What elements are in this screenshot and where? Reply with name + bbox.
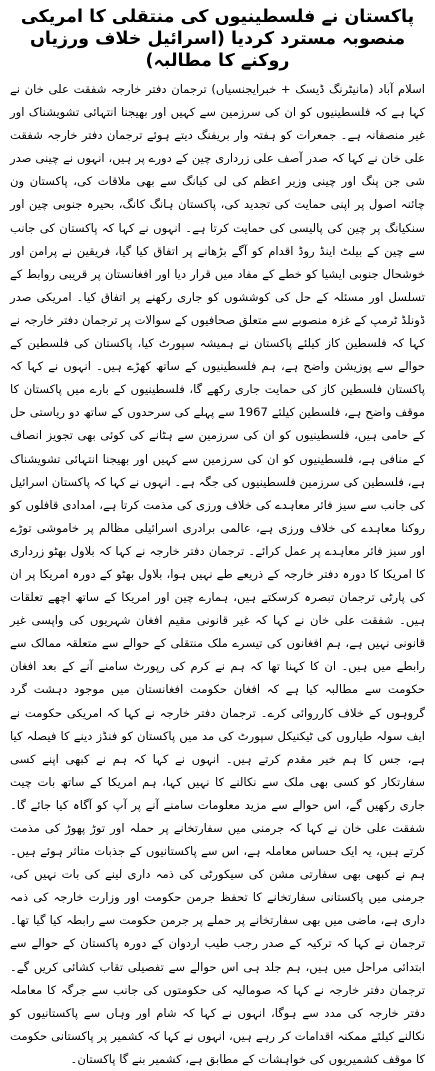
article-headline: پاکستان نے فلسطینیوں کی منتقلی کا امریکی منصوبہ مسترد کردیا (اسرائیل خلاف ورزیاں روکنے کا مطالبہ) <box>20 7 415 71</box>
article-body: اسلام آباد (مانیٹرنگ ڈیسک + خبرایجنسیاں) ترجمان دفتر خارجہ شفقت علی خان نے کہا ہے کہ فلسطینیوں کو ان کی سرزمین سے کہیں اور بھیجنا انتہائی تشویشناک اور غیر منصفانہ ہے۔ جمعرات کو ہفتہ وار بریفنگ دیتے ہوئے ترجمان دفتر خارجہ شفقت علی خان نے کہا کہ صدر آصف علی زرداری چین کے دورے پر ہیں، انہوں نے چینی صدر شی جن پنگ اور چینی وزیر اعظم کی لی کیانگ سے بھی ملاقات کی، پاکستان ون چائنہ اصول پر اپنی حمایت کی تجدید کی، پاکستان ہانگ کانگ، بحیرہ جنوبی چین اور سنکیانگ پر چین کی پالیسی کی حمایت کرتا ہے۔ انہوں نے کہا کہ پاکستان کی جانب سے چین کے بیلٹ اینڈ روڈ اقدام کو آگے بڑھانے پر اتفاق کیا گیا، فریقین نے پرامن اور خوشحال جنوبی ایشیا کو خطے کے مفاد میں قرار دیا اور افغانستان پر قریبی روابط کے تسلسل اور مسئلہ کے حل کی کوششوں کو جاری رکھنے پر اتفاق کیا۔ امریکی صدر ڈونلڈ ٹرمپ کے غزہ منصوبے سے متعلق صحافیوں کے سوالات پر ترجمان دفتر خارجہ نے کہا کہ فلسطین کاز کیلئے پاکستان نے ہمیشہ سپورٹ کیا، پاکستان کی فلسطین کے حوالے سے پوزیشن واضح ہے، ہم فلسطینیوں کے ساتھ کھڑے ہیں۔ انہوں نے کہا کہ پاکستان فلسطین کاز کی حمایت جاری رکھے گا، فلسطینیوں کے بارے میں پاکستان کا موقف واضح ہے، فلسطین کیلئے 1967 سے پہلے کی سرحدوں کے ساتھ دو ریاستی حل کے حامی ہیں، فلسطینیوں کو ان کی سرزمین سے ہٹانے کی کوئی بھی تجویز انصاف کے منافی ہے، فلسطینیوں کو ان کی سرزمین سے کہیں اور بھیجنا انتہائی تشویشناک ہے، فلسطین کی سرزمین فلسطینیوں کی جگہ ہے۔ انہوں نے کہا کہ پاکستان اسرائیل کی جانب سے سیز فائر معاہدے کی خلاف ورزی کی مذمت کرتا ہے، امدادی قافلوں کو روکنا معاہدے کی خلاف ورزی ہے، عالمی برادری اسرائیلی مظالم پر خاموشی توڑے اور سیز فائر معاہدے پر عمل کرائے۔ ترجمان دفتر خارجہ نے کہا کہ بلاول بھٹو زرداری کا امریکا کا دورہ دفتر خارجہ کے ذریعے طے نہیں ہوا، بلاول بھٹو کے دورہ امریکا پر ان کی پارٹی ترجمان تبصرہ کرسکتے ہیں، ہمارے چین اور امریکا کے ساتھ اچھے تعلقات ہیں۔ شفقت علی خان نے کہا کہ غیر قانونی مقیم افغان شہریوں کی واپسی غیر قانونی نہیں ہے، ہم افغانوں کی تیسرے ملک منتقلی کے حوالے سے متعلقہ ممالک سے رابطے میں ہیں۔ ان کا کہنا تھا کہ ہم نے کرم کی رپورٹ سامنے آنے کے بعد افغان حکومت سے مطالبہ کیا ہے کہ افغان حکومت افغانستان میں موجود دہشت گرد گروہوں کے خلاف کارروائی کرے۔ ترجمان دفتر خارجہ نے کہا کہ امریکی حکومت نے ایف سولہ طیاروں کی ٹیکنیکل سپورٹ کی مد میں پاکستان کو فنڈز دینے کا فیصلہ کیا ہے، جس کا ہم خیر مقدم کرتے ہیں۔ انہوں نے کہا کہ ہم نے کبھی اپنے کسی سفارتکار کو کسی بھی ملک سے نکالنے کا نہیں کہا، ہم امریکا کے ساتھ بات چیت جاری رکھیں گے، اس حوالے سے مزید معلومات سامنے آنے پر آپ کو آگاہ کیا جائے گا۔ شفقت علی خان نے کہا کہ جرمنی میں سفارتخانے پر حملہ اور توڑ پھوڑ کی مذمت کرتے ہیں، یہ ایک حساس معاملہ ہے، اس سے پاکستانیوں کے جذبات متاثر ہوئے ہیں۔ ہم نے کبھی بھی سفارتی مشن کی سیکورٹی کی ذمہ داری لینے کی بات نہیں کی، جرمنی میں پاکستانی سفارتخانے کا تحفظ جرمن حکومت اور وزارت خارجہ کی ذمہ داری ہے، ماضی میں بھی سفارتخانے پر حملے پر جرمن حکومت سے رابطہ کیا گیا تھا۔ ترجمان نے کہا کہ ترکیہ کے صدر رجب طیب اردوان کے دورہ پاکستان کے حوالے سے ابتدائی مراحل میں ہیں، ہم جلد ہی اس حوالے سے تفصیلی تقاب کشائی کریں گے۔ ترجمان دفتر خارجہ نے کہا کہ صومالیہ کی حکومتوں کی جانب سے جرگہ کا معاملہ دفتر خارجہ کی مدد سے ہوگا، انہوں نے کہا کہ شام اور وہاں سے پاکستانیوں کو نکالنے کیلئے ممکنہ اقدامات کر رہے ہیں، انہوں نے کہا کہ کشمیر پر پاکستانی حکومت کا موقف کشمیریوں کی خواہشات کے مطابق ہے، کشمیر بنے گا پاکستان۔ <box>10 82 425 1066</box>
